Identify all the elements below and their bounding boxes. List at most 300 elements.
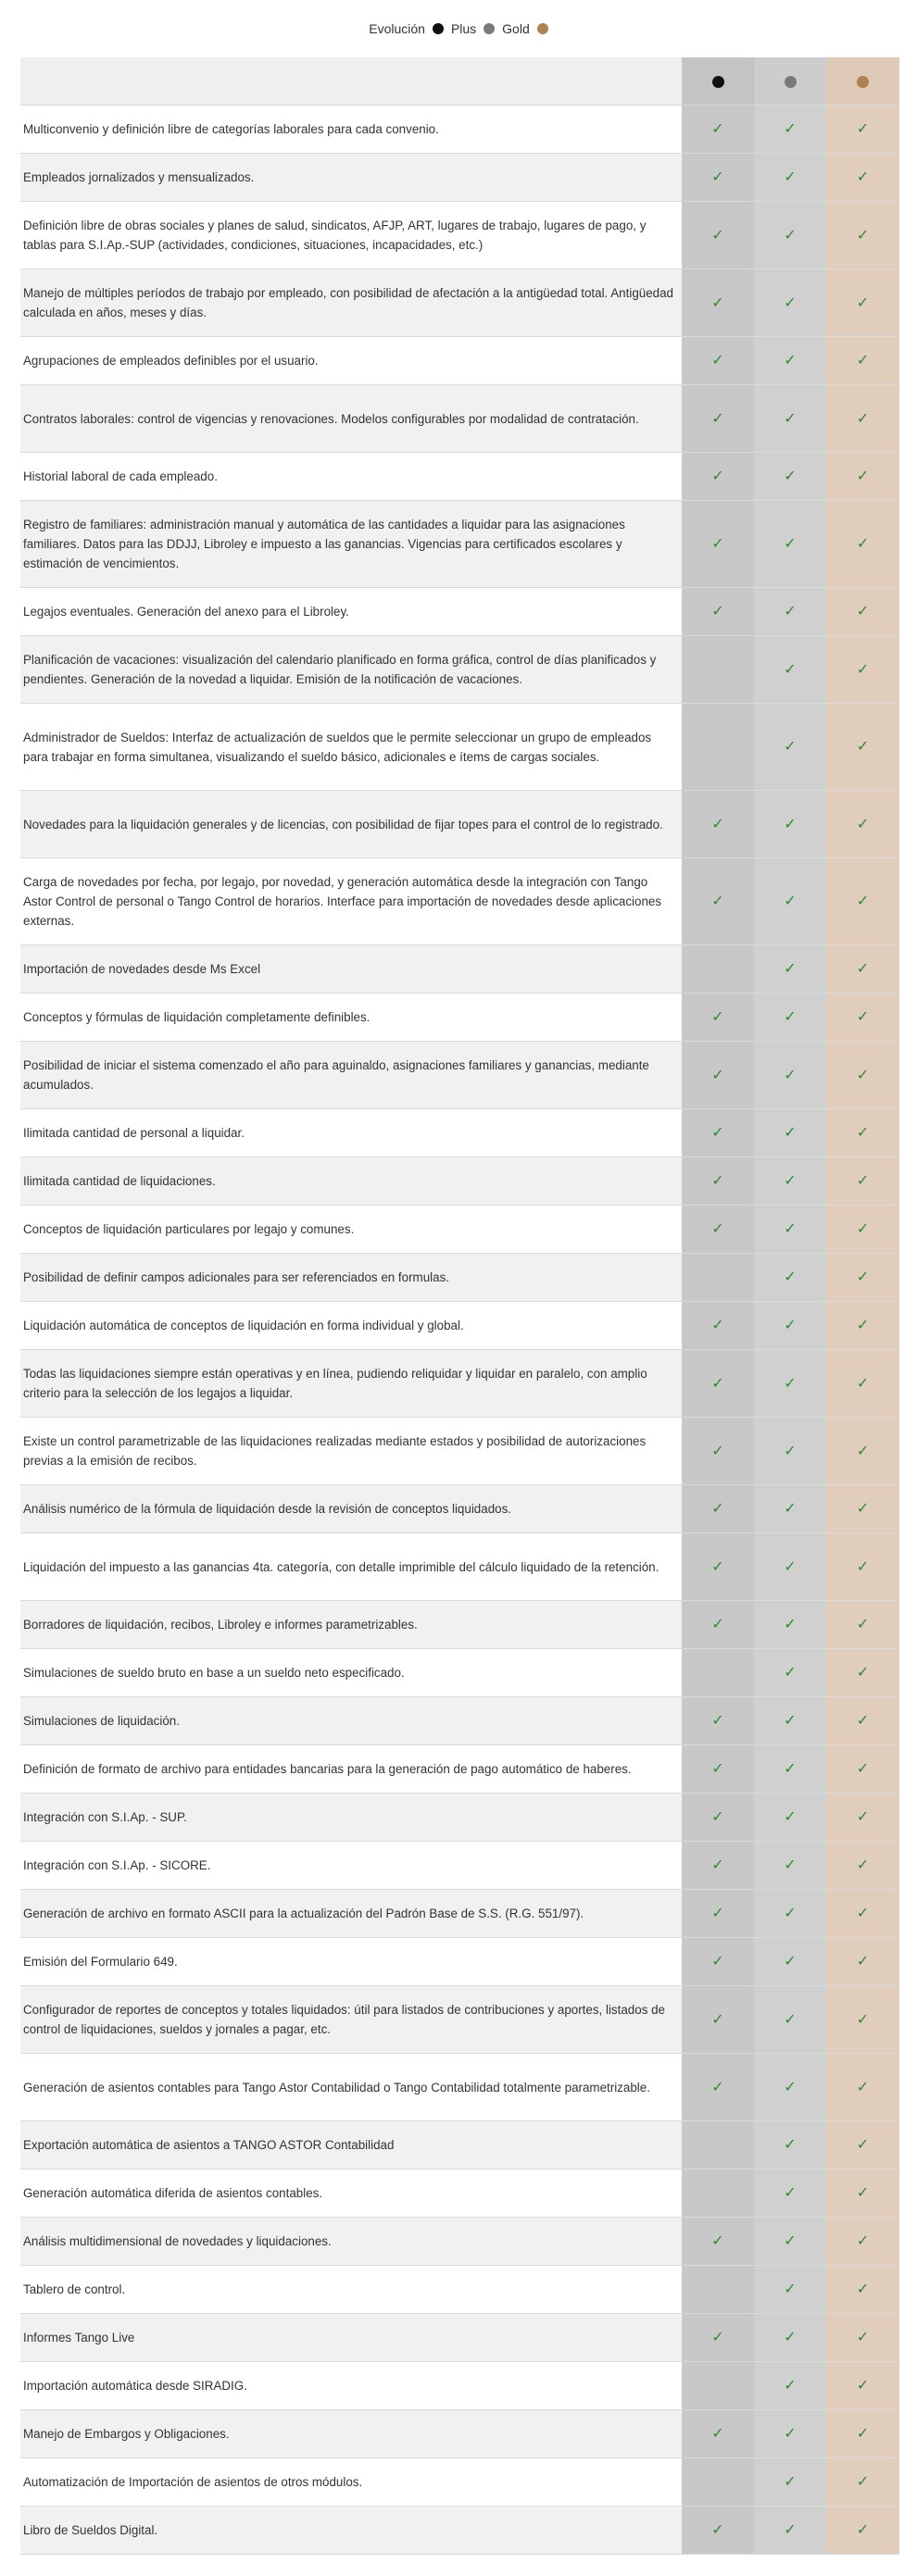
feature-description: Legajos eventuales. Generación del anexo para el Libroley. — [20, 588, 682, 636]
check-icon: ✓ — [784, 1269, 797, 1285]
evolucion-availability-cell — [682, 453, 754, 501]
check-icon: ✓ — [711, 1501, 724, 1517]
check-icon: ✓ — [856, 2426, 870, 2442]
feature-description: Existe un control parametrizable de las liquidaciones realizadas mediante estados y posibilidad de autorizaciones previas a la emisión de recibos. — [20, 1418, 682, 1485]
gold-availability-cell — [826, 2410, 899, 2458]
feature-description: Integración con S.I.Ap. - SICORE. — [20, 1842, 682, 1890]
check-icon: ✓ — [784, 1221, 797, 1237]
gold-availability-cell — [826, 1649, 899, 1697]
check-icon: ✓ — [784, 2474, 797, 2490]
check-icon: ✓ — [784, 816, 797, 832]
gold-availability-cell — [826, 2362, 899, 2410]
check-icon: ✓ — [784, 353, 797, 369]
check-icon: ✓ — [711, 816, 724, 832]
table-row — [20, 1206, 899, 1254]
feature-description: Definición libre de obras sociales y planes de salud, sindicatos, AFJP, ART, lugares de trabajo, lugares de pago, y tablas para S.I.Ap.-SUP (actividades, condiciones, situaciones, incapacidades, etc.) — [20, 202, 682, 269]
table-row — [20, 2362, 899, 2410]
table-row — [20, 1042, 899, 1109]
evolucion-availability-cell — [682, 1254, 754, 1302]
table-row — [20, 501, 899, 588]
table-row — [20, 1601, 899, 1649]
table-row — [20, 2314, 899, 2362]
feature-description: Administrador de Sueldos: Interfaz de actualización de sueldos que le permite seleccionar un grupo de empleados para trabajar en forma simultanea, visualizando el sueldo básico, adicionales e ítems de cargas sociales. — [20, 704, 682, 791]
check-icon: ✓ — [711, 1809, 724, 1825]
table-header-row — [20, 57, 899, 106]
check-icon: ✓ — [784, 739, 797, 755]
check-icon: ✓ — [856, 2330, 870, 2345]
feature-description: Importación automática desde SIRADIG. — [20, 2362, 682, 2410]
plus-header-dot-icon — [785, 76, 797, 88]
gold-availability-cell — [826, 106, 899, 154]
check-icon: ✓ — [784, 1501, 797, 1517]
header-gold-cell — [826, 57, 899, 106]
gold-availability-cell — [826, 791, 899, 858]
feature-description: Todas las liquidaciones siempre están operativas y en línea, pudiendo reliquidar y liquidar en paralelo, con amplio criterio para la selección de los legajos a liquidar. — [20, 1350, 682, 1418]
table-row — [20, 1157, 899, 1206]
check-icon: ✓ — [856, 1761, 870, 1777]
feature-description: Ilimitada cantidad de personal a liquidar. — [20, 1109, 682, 1157]
check-icon: ✓ — [856, 1125, 870, 1141]
check-icon: ✓ — [784, 1009, 797, 1025]
table-row — [20, 1302, 899, 1350]
table-row — [20, 1109, 899, 1157]
gold-availability-cell — [826, 1157, 899, 1206]
check-icon: ✓ — [711, 2426, 724, 2442]
evolucion-availability-cell — [682, 154, 754, 202]
gold-availability-cell — [826, 2121, 899, 2170]
gold-availability-cell — [826, 1842, 899, 1890]
table-row — [20, 1986, 899, 2054]
evolucion-availability-cell — [682, 1938, 754, 1986]
plan-legend — [0, 0, 917, 57]
check-icon: ✓ — [784, 961, 797, 977]
plus-availability-cell — [754, 2266, 826, 2314]
check-icon: ✓ — [711, 2011, 724, 2028]
gold-availability-cell — [826, 1601, 899, 1649]
check-icon: ✓ — [856, 1558, 870, 1575]
check-icon: ✓ — [784, 410, 797, 427]
check-icon: ✓ — [784, 469, 797, 484]
plus-availability-cell — [754, 1206, 826, 1254]
feature-description: Análisis multidimensional de novedades y liquidaciones. — [20, 2218, 682, 2266]
gold-availability-cell — [826, 704, 899, 791]
check-icon: ✓ — [856, 816, 870, 832]
evolucion-availability-cell — [682, 2507, 754, 2555]
check-icon: ✓ — [711, 1954, 724, 1970]
feature-description: Generación automática diferida de asientos contables. — [20, 2170, 682, 2218]
gold-availability-cell — [826, 1745, 899, 1794]
check-icon: ✓ — [711, 227, 724, 244]
check-icon: ✓ — [784, 1809, 797, 1825]
check-icon: ✓ — [784, 536, 797, 552]
check-icon: ✓ — [784, 1761, 797, 1777]
gold-availability-cell — [826, 385, 899, 453]
legend-evolucion — [369, 21, 444, 36]
feature-description: Agrupaciones de empleados definibles por el usuario. — [20, 337, 682, 385]
feature-description: Empleados jornalizados y mensualizados. — [20, 154, 682, 202]
check-icon: ✓ — [856, 739, 870, 755]
header-evolucion-cell — [682, 57, 754, 106]
check-icon: ✓ — [856, 1318, 870, 1333]
gold-availability-cell — [826, 636, 899, 704]
plus-availability-cell — [754, 1302, 826, 1350]
plus-availability-cell — [754, 2170, 826, 2218]
gold-availability-cell — [826, 1794, 899, 1842]
plus-availability-cell — [754, 588, 826, 636]
feature-description: Análisis numérico de la fórmula de liquidación desde la revisión de conceptos liquidados. — [20, 1485, 682, 1533]
plus-availability-cell — [754, 1697, 826, 1745]
check-icon: ✓ — [711, 1558, 724, 1575]
evolucion-availability-cell — [682, 2362, 754, 2410]
plus-availability-cell — [754, 1533, 826, 1601]
plus-availability-cell — [754, 2314, 826, 2362]
check-icon: ✓ — [856, 410, 870, 427]
plus-availability-cell — [754, 1109, 826, 1157]
evolucion-availability-cell — [682, 269, 754, 337]
check-icon: ✓ — [856, 227, 870, 244]
check-icon: ✓ — [711, 353, 724, 369]
evolucion-availability-cell — [682, 1745, 754, 1794]
plus-availability-cell — [754, 704, 826, 791]
plus-availability-cell — [754, 1254, 826, 1302]
check-icon: ✓ — [711, 469, 724, 484]
check-icon: ✓ — [711, 2079, 724, 2095]
plus-availability-cell — [754, 2458, 826, 2507]
feature-description: Simulaciones de liquidación. — [20, 1697, 682, 1745]
gold-availability-cell — [826, 1206, 899, 1254]
check-icon: ✓ — [856, 2474, 870, 2490]
check-icon: ✓ — [784, 1375, 797, 1392]
evolucion-availability-cell — [682, 1601, 754, 1649]
feature-description: Borradores de liquidación, recibos, Libroley e informes parametrizables. — [20, 1601, 682, 1649]
table-row — [20, 2410, 899, 2458]
gold-availability-cell — [826, 1986, 899, 2054]
gold-availability-cell — [826, 154, 899, 202]
table-row — [20, 1794, 899, 1842]
table-row — [20, 1418, 899, 1485]
feature-description: Planificación de vacaciones: visualización del calendario planificado en forma gráfica, control de días planificados y pendientes. Generación de la novedad a liquidar. Emisión de la notificación de vacaciones. — [20, 636, 682, 704]
gold-availability-cell — [826, 1302, 899, 1350]
check-icon: ✓ — [711, 1221, 724, 1237]
gold-availability-cell — [826, 588, 899, 636]
check-icon: ✓ — [856, 1713, 870, 1729]
check-icon: ✓ — [784, 1906, 797, 1921]
table-row — [20, 1938, 899, 1986]
plus-availability-cell — [754, 106, 826, 154]
evolucion-availability-cell — [682, 1157, 754, 1206]
check-icon: ✓ — [856, 1501, 870, 1517]
check-icon: ✓ — [856, 1221, 870, 1237]
check-icon: ✓ — [711, 2522, 724, 2538]
check-icon: ✓ — [711, 2233, 724, 2249]
check-icon: ✓ — [784, 294, 797, 311]
gold-availability-cell — [826, 1042, 899, 1109]
feature-description: Tablero de control. — [20, 2266, 682, 2314]
feature-description: Conceptos de liquidación particulares por legajo y comunes. — [20, 1206, 682, 1254]
evolucion-availability-cell — [682, 636, 754, 704]
check-icon: ✓ — [711, 1443, 724, 1459]
plus-availability-cell — [754, 202, 826, 269]
check-icon: ✓ — [784, 2079, 797, 2095]
feature-description: Importación de novedades desde Ms Excel — [20, 945, 682, 994]
check-icon: ✓ — [784, 1318, 797, 1333]
check-icon: ✓ — [856, 1173, 870, 1189]
evolucion-availability-cell — [682, 2170, 754, 2218]
evolucion-availability-cell — [682, 2266, 754, 2314]
plus-availability-cell — [754, 945, 826, 994]
plus-availability-cell — [754, 1842, 826, 1890]
feature-description: Exportación automática de asientos a TANGO ASTOR Contabilidad — [20, 2121, 682, 2170]
check-icon: ✓ — [856, 121, 870, 137]
evolucion-availability-cell — [682, 2121, 754, 2170]
feature-description: Informes Tango Live — [20, 2314, 682, 2362]
check-icon: ✓ — [784, 2233, 797, 2249]
check-icon: ✓ — [711, 1009, 724, 1025]
check-icon: ✓ — [784, 604, 797, 619]
feature-description: Liquidación del impuesto a las ganancias 4ta. categoría, con detalle imprimible del cálculo liquidado de la retención. — [20, 1533, 682, 1601]
check-icon: ✓ — [711, 1906, 724, 1921]
feature-description: Conceptos y fórmulas de liquidación completamente definibles. — [20, 994, 682, 1042]
check-icon: ✓ — [784, 2426, 797, 2442]
plus-availability-cell — [754, 453, 826, 501]
check-icon: ✓ — [856, 2522, 870, 2538]
feature-description: Generación de archivo en formato ASCII para la actualización del Padrón Base de S.S. (R.G. 551/97). — [20, 1890, 682, 1938]
feature-description: Ilimitada cantidad de liquidaciones. — [20, 1157, 682, 1206]
evolucion-availability-cell — [682, 1794, 754, 1842]
evolucion-availability-cell — [682, 2314, 754, 2362]
feature-description: Integración con S.I.Ap. - SUP. — [20, 1794, 682, 1842]
check-icon: ✓ — [784, 2378, 797, 2394]
evolucion-availability-cell — [682, 1890, 754, 1938]
feature-description: Configurador de reportes de conceptos y totales liquidados: útil para listados de contribuciones y aportes, listados de control de liquidaciones, sueldos y jornales a pagar, etc. — [20, 1986, 682, 2054]
evolucion-availability-cell — [682, 1042, 754, 1109]
table-row — [20, 269, 899, 337]
gold-availability-cell — [826, 858, 899, 945]
legend-plus-label: Plus — [450, 21, 477, 36]
gold-availability-cell — [826, 202, 899, 269]
feature-description: Historial laboral de cada empleado. — [20, 453, 682, 501]
evolucion-availability-cell — [682, 501, 754, 588]
plus-availability-cell — [754, 385, 826, 453]
check-icon: ✓ — [784, 1665, 797, 1681]
check-icon: ✓ — [784, 2137, 797, 2153]
plus-availability-cell — [754, 1485, 826, 1533]
plus-availability-cell — [754, 994, 826, 1042]
check-icon: ✓ — [711, 1318, 724, 1333]
evolucion-availability-cell — [682, 1649, 754, 1697]
table-row — [20, 2054, 899, 2121]
plus-availability-cell — [754, 2054, 826, 2121]
check-icon: ✓ — [856, 1009, 870, 1025]
plus-availability-cell — [754, 501, 826, 588]
table-row — [20, 106, 899, 154]
gold-availability-cell — [826, 1418, 899, 1485]
check-icon: ✓ — [856, 1617, 870, 1632]
check-icon: ✓ — [784, 2011, 797, 2028]
gold-availability-cell — [826, 1350, 899, 1418]
gold-availability-cell — [826, 2314, 899, 2362]
check-icon: ✓ — [711, 604, 724, 619]
check-icon: ✓ — [784, 1713, 797, 1729]
evolucion-availability-cell — [682, 858, 754, 945]
plus-availability-cell — [754, 269, 826, 337]
check-icon: ✓ — [856, 604, 870, 619]
plus-availability-cell — [754, 1890, 826, 1938]
table-row — [20, 1745, 899, 1794]
check-icon: ✓ — [856, 1443, 870, 1459]
plus-availability-cell — [754, 1042, 826, 1109]
evolucion-availability-cell — [682, 2054, 754, 2121]
evolucion-dot-icon — [433, 23, 444, 34]
evolucion-availability-cell — [682, 588, 754, 636]
check-icon: ✓ — [711, 294, 724, 311]
gold-availability-cell — [826, 501, 899, 588]
table-row — [20, 1697, 899, 1745]
table-row — [20, 154, 899, 202]
check-icon: ✓ — [711, 169, 724, 185]
evolucion-availability-cell — [682, 1986, 754, 2054]
plus-availability-cell — [754, 858, 826, 945]
evolucion-availability-cell — [682, 1697, 754, 1745]
check-icon: ✓ — [856, 1954, 870, 1970]
feature-description: Manejo de Embargos y Obligaciones. — [20, 2410, 682, 2458]
check-icon: ✓ — [856, 2378, 870, 2394]
evolucion-availability-cell — [682, 945, 754, 994]
table-row — [20, 858, 899, 945]
plus-availability-cell — [754, 2362, 826, 2410]
gold-availability-cell — [826, 1697, 899, 1745]
table-row — [20, 453, 899, 501]
plus-availability-cell — [754, 2218, 826, 2266]
check-icon: ✓ — [784, 2282, 797, 2297]
gold-availability-cell — [826, 994, 899, 1042]
check-icon: ✓ — [784, 1558, 797, 1575]
gold-availability-cell — [826, 1890, 899, 1938]
plus-availability-cell — [754, 1794, 826, 1842]
feature-comparison-table — [20, 57, 899, 2555]
check-icon: ✓ — [856, 2233, 870, 2249]
table-row — [20, 1533, 899, 1601]
evolucion-availability-cell — [682, 1109, 754, 1157]
plus-availability-cell — [754, 2410, 826, 2458]
check-icon: ✓ — [856, 2185, 870, 2201]
evolucion-availability-cell — [682, 791, 754, 858]
feature-description: Liquidación automática de conceptos de liquidación en forma individual y global. — [20, 1302, 682, 1350]
evolucion-header-dot-icon — [712, 76, 724, 88]
evolucion-availability-cell — [682, 385, 754, 453]
legend-gold — [502, 21, 548, 36]
evolucion-availability-cell — [682, 2458, 754, 2507]
table-row — [20, 2170, 899, 2218]
feature-description: Definición de formato de archivo para entidades bancarias para la generación de pago automático de haberes. — [20, 1745, 682, 1794]
check-icon: ✓ — [711, 121, 724, 137]
check-icon: ✓ — [856, 961, 870, 977]
table-row — [20, 704, 899, 791]
legend-gold-label: Gold — [502, 21, 530, 36]
check-icon: ✓ — [784, 2185, 797, 2201]
check-icon: ✓ — [711, 1375, 724, 1392]
table-row — [20, 1485, 899, 1533]
table-row — [20, 2121, 899, 2170]
check-icon: ✓ — [711, 410, 724, 427]
gold-dot-icon — [537, 23, 548, 34]
header-feature-cell — [20, 57, 682, 106]
table-row — [20, 1254, 899, 1302]
legend-evolucion-label: Evolución — [369, 21, 425, 36]
check-icon: ✓ — [784, 169, 797, 185]
check-icon: ✓ — [711, 1857, 724, 1873]
gold-availability-cell — [826, 1533, 899, 1601]
feature-description: Multiconvenio y definición libre de categorías laborales para cada convenio. — [20, 106, 682, 154]
plus-availability-cell — [754, 1745, 826, 1794]
table-row — [20, 202, 899, 269]
table-row — [20, 2458, 899, 2507]
plus-availability-cell — [754, 337, 826, 385]
plus-availability-cell — [754, 636, 826, 704]
feature-table-body — [20, 57, 899, 2555]
gold-availability-cell — [826, 2266, 899, 2314]
evolucion-availability-cell — [682, 1302, 754, 1350]
check-icon: ✓ — [711, 2330, 724, 2345]
check-icon: ✓ — [711, 536, 724, 552]
check-icon: ✓ — [784, 1173, 797, 1189]
check-icon: ✓ — [856, 1665, 870, 1681]
check-icon: ✓ — [856, 894, 870, 909]
header-plus-cell — [754, 57, 826, 106]
check-icon: ✓ — [856, 1375, 870, 1392]
check-icon: ✓ — [856, 1906, 870, 1921]
check-icon: ✓ — [856, 661, 870, 678]
table-row — [20, 791, 899, 858]
table-row — [20, 945, 899, 994]
evolucion-availability-cell — [682, 1485, 754, 1533]
feature-description: Manejo de múltiples períodos de trabajo por empleado, con posibilidad de afectación a la antigüedad total. Antigüedad calculada en años, meses y días. — [20, 269, 682, 337]
legend-plus — [451, 21, 495, 36]
table-row — [20, 1649, 899, 1697]
plus-availability-cell — [754, 1418, 826, 1485]
evolucion-availability-cell — [682, 1206, 754, 1254]
feature-description: Posibilidad de definir campos adicionales para ser referenciados en formulas. — [20, 1254, 682, 1302]
check-icon: ✓ — [784, 1954, 797, 1970]
check-icon: ✓ — [856, 1269, 870, 1285]
check-icon: ✓ — [784, 894, 797, 909]
feature-description: Emisión del Formulario 649. — [20, 1938, 682, 1986]
check-icon: ✓ — [856, 1809, 870, 1825]
evolucion-availability-cell — [682, 337, 754, 385]
evolucion-availability-cell — [682, 1350, 754, 1418]
check-icon: ✓ — [784, 1125, 797, 1141]
check-icon: ✓ — [856, 1067, 870, 1083]
plus-availability-cell — [754, 1601, 826, 1649]
gold-header-dot-icon — [857, 76, 869, 88]
plus-availability-cell — [754, 1350, 826, 1418]
plus-availability-cell — [754, 791, 826, 858]
evolucion-availability-cell — [682, 1533, 754, 1601]
gold-availability-cell — [826, 337, 899, 385]
check-icon: ✓ — [711, 1067, 724, 1083]
check-icon: ✓ — [856, 2079, 870, 2095]
gold-availability-cell — [826, 2507, 899, 2555]
check-icon: ✓ — [784, 1617, 797, 1632]
check-icon: ✓ — [856, 1857, 870, 1873]
gold-availability-cell — [826, 2054, 899, 2121]
gold-availability-cell — [826, 269, 899, 337]
check-icon: ✓ — [784, 227, 797, 244]
table-row — [20, 2266, 899, 2314]
check-icon: ✓ — [856, 353, 870, 369]
table-row — [20, 636, 899, 704]
feature-description: Automatización de Importación de asientos de otros módulos. — [20, 2458, 682, 2507]
